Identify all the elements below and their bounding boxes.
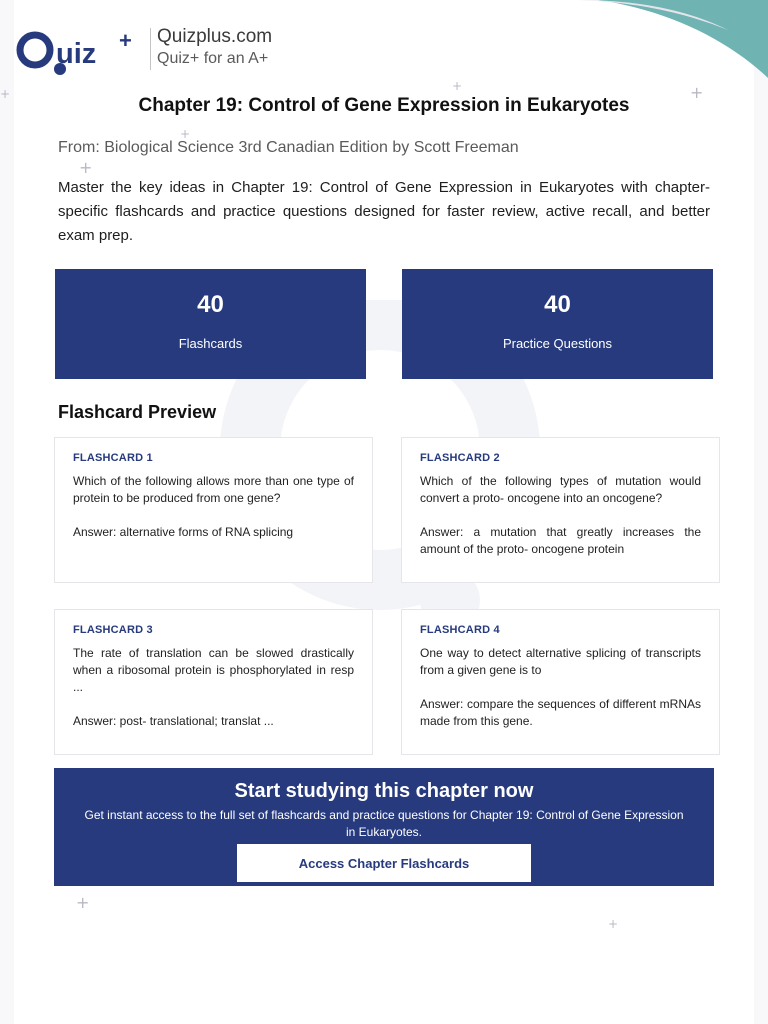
decor-plus-icon: + <box>0 87 11 101</box>
site-name: Quizplus.com <box>157 26 273 47</box>
cta-description: Get instant access to the full set of flashcards and practice questions for Chapter 19: Control of Gene Expression in Eukaryotes. <box>84 808 684 839</box>
site-tagline: Quiz+ for an A+ <box>157 50 269 67</box>
logo-divider <box>150 28 151 70</box>
chapter-intro: Master the key ideas in Chapter 19: Control of Gene Expression in Eukaryotes with chapter-specific flashcards and practice questions designed for faster review, active recall, and better exam prep. <box>58 179 710 244</box>
flashcard-preview-heading: Flashcard Preview <box>58 402 217 422</box>
decor-plus-icon: + <box>180 127 191 141</box>
logo-wordmark: uiz <box>56 38 97 70</box>
decor-plus-icon: + <box>690 83 704 102</box>
decor-plus-icon: + <box>79 158 93 177</box>
flashcard-question: Which of the following types of mutation would convert a proto- oncogene into an oncogene? <box>420 474 701 505</box>
decor-plus-icon: + <box>76 893 90 912</box>
flashcard-label: FLASHCARD 3 <box>73 624 153 636</box>
chapter-title: Chapter 19: Control of Gene Expression in Eukaryotes <box>138 95 630 116</box>
flashcard-answer: Answer: alternative forms of RNA splicing <box>73 525 294 539</box>
access-flashcards-button[interactable]: Access Chapter Flashcards <box>237 844 531 882</box>
stat-flashcards-label: Flashcards <box>178 336 243 351</box>
flashcard-label: FLASHCARD 4 <box>420 624 500 636</box>
flashcard-1 <box>54 437 373 583</box>
stat-flashcards <box>55 269 366 379</box>
cta-title: Start studying this chapter now <box>234 780 534 802</box>
stat-flashcards-count: 40 <box>197 291 224 318</box>
flashcard-label: FLASHCARD 2 <box>420 452 500 464</box>
cta-banner <box>54 768 714 886</box>
flashcard-label: FLASHCARD 1 <box>73 452 153 464</box>
quizplus-logo[interactable] <box>16 24 306 80</box>
flashcard-question: The rate of translation can be slowed drastically when a ribosomal protein is phosphorylated in resp ... <box>73 646 354 694</box>
decor-plus-icon: + <box>452 79 463 93</box>
book-source: From: Biological Science 3rd Canadian Edition by Scott Freeman <box>58 139 519 156</box>
stat-practice-questions <box>402 269 713 379</box>
flashcard-3 <box>54 609 373 755</box>
flashcard-2 <box>401 437 720 583</box>
quiz-logo-icon <box>16 24 146 80</box>
svg-text:+: + <box>119 28 132 53</box>
flashcard-answer: Answer: compare the sequences of different mRNAs made from this gene. <box>420 697 701 728</box>
stat-practice-label: Practice Questions <box>502 336 613 351</box>
flashcard-4 <box>401 609 720 755</box>
flashcard-answer: Answer: a mutation that greatly increases the amount of the proto- oncogene protein <box>420 525 701 556</box>
decor-plus-icon: + <box>608 917 619 931</box>
flashcard-question: One way to detect alternative splicing of transcripts from a given gene is to <box>420 646 701 677</box>
flashcard-question: Which of the following allows more than one type of protein to be produced from one gene? <box>73 474 354 505</box>
flashcard-answer: Answer: post- translational; translat ... <box>73 714 274 728</box>
stat-practice-count: 40 <box>544 291 571 318</box>
